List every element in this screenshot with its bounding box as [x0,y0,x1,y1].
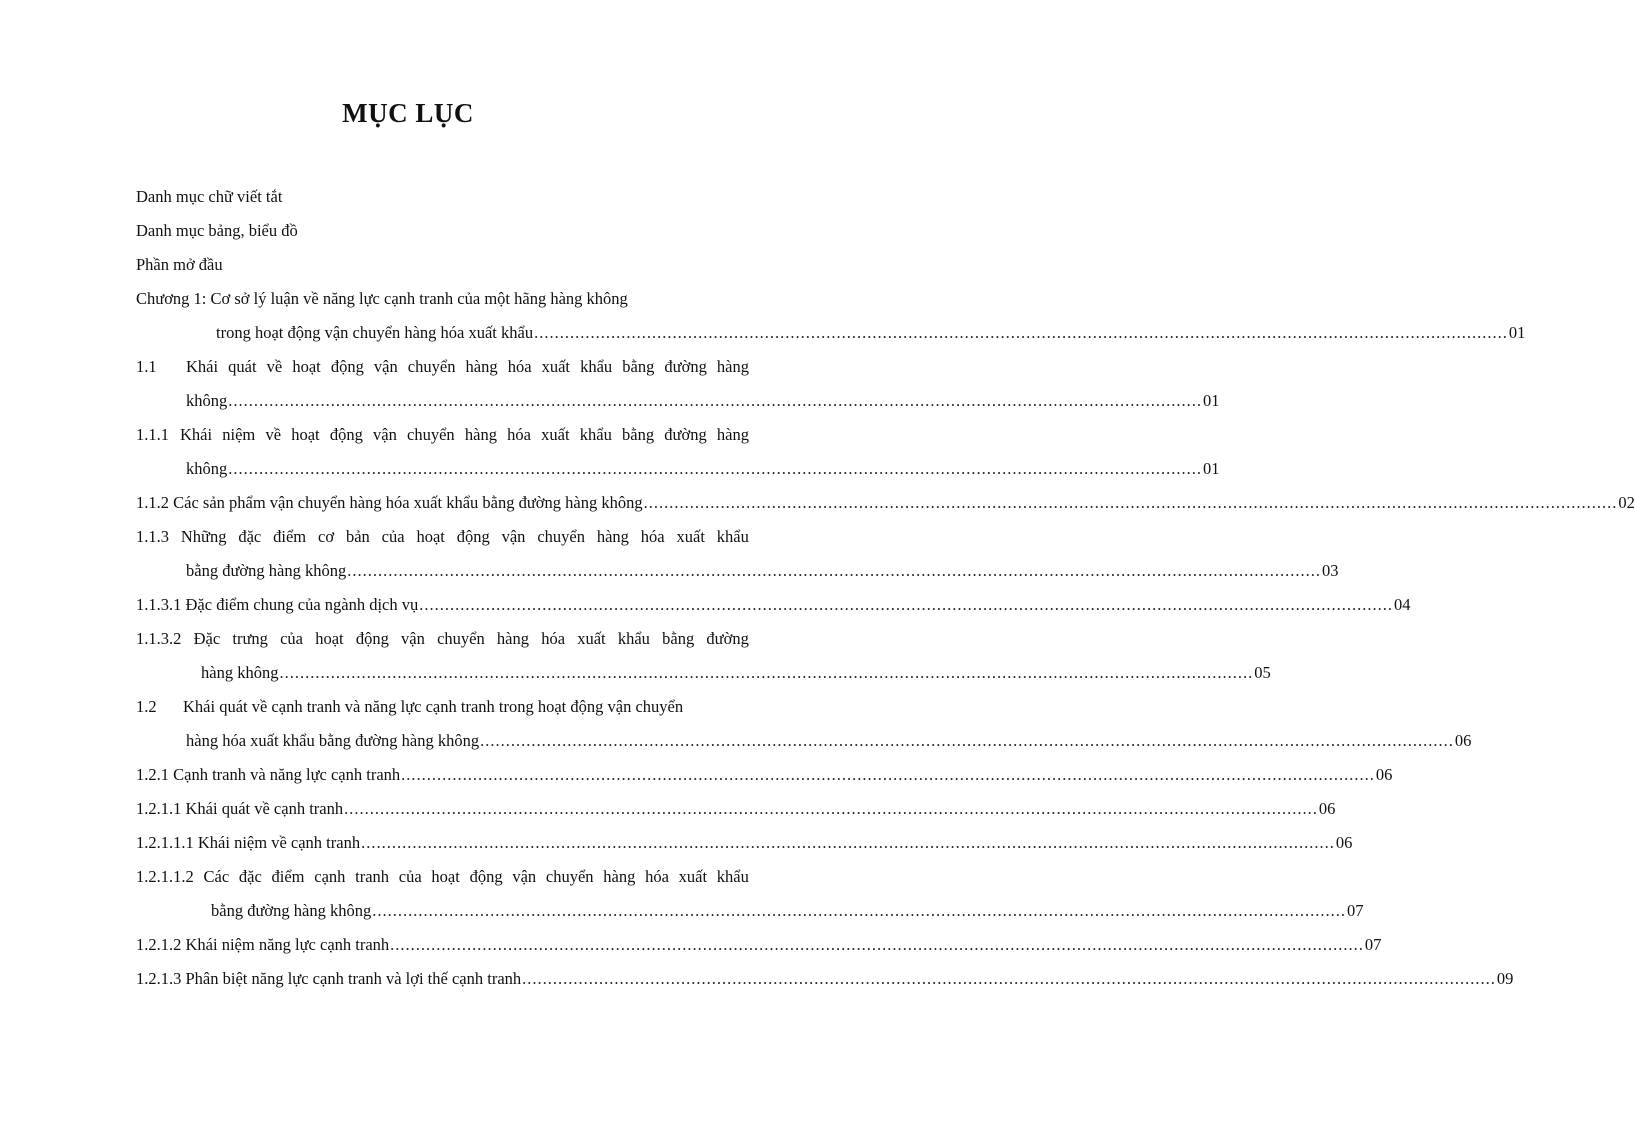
toc-heading-word: vận [501,527,526,546]
toc-page-number: 06 [1454,731,1472,750]
toc-leader-dots: .............................................................................................................................................................................................. [228,459,1202,478]
toc-page-number: 01 [1203,391,1220,410]
toc-heading-word: bản [345,527,370,546]
toc-entry-text: bằng đường hàng không [186,561,347,580]
toc-heading-word: hàng [596,527,629,546]
toc-entry-text: 1.2.1.1.1 Khái niệm về cạnh tranh [136,833,361,852]
toc-entry-1-1 [186,390,1220,412]
toc-heading-word: xuất [676,527,705,546]
toc-heading-word: cơ [318,527,335,546]
toc-heading-word: hàng [465,357,498,376]
toc-heading-word: động [469,867,503,886]
toc-page-number: 06 [1318,799,1336,818]
toc-page-number: 05 [1254,663,1271,682]
toc-heading-word: động [329,425,363,444]
toc-front-introduction: Phần mở đầu [136,255,223,274]
toc-heading-word: của [398,867,422,886]
toc-chapter-1-title: Chương 1: Cơ sở lý luận về năng lực cạnh tranh của một hãng hàng không [136,289,628,308]
toc-heading-word: cạnh [314,867,346,886]
toc-heading-word: xuất [541,425,570,444]
toc-entry-1-2-1-3 [136,968,1514,990]
toc-leader-dots: .............................................................................................................................................................................................. [372,901,1346,920]
toc-heading-word: Những [180,527,227,546]
toc-heading-word: vận [373,425,397,444]
toc-heading-word: Khái [180,425,213,444]
toc-entry-text: hàng hóa xuất khẩu bằng đường hàng không [186,731,480,750]
toc-entry-1-1-3 [186,560,1339,582]
toc-heading-word: bằng [622,425,655,444]
toc-heading-word: hàng [496,629,529,648]
toc-heading-word: 1.2.1.1.2 [136,867,194,886]
toc-page-number: 03 [1321,561,1339,580]
toc-heading-word: chuyển [537,527,585,546]
toc-heading-word: hóa [645,867,669,886]
toc-entry-text: không [186,459,228,478]
toc-leader-dots: .............................................................................................................................................................................................. [344,799,1318,818]
toc-heading-word: hàng [716,357,749,376]
toc-heading-word: đặc [238,527,262,546]
toc-entry-text: 1.2.1.1 Khái quát về cạnh tranh [136,799,344,818]
toc-page-number: 07 [1364,935,1382,954]
toc-entry-1-2-1-1-2 [211,900,1364,922]
toc-entry-1-2-1 [136,764,1393,786]
toc-heading-word: hoạt [416,527,445,546]
toc-heading-word: hóa [507,357,532,376]
toc-heading-word: vận [512,867,537,886]
page-title: MỤC LỤC [342,98,474,128]
toc-heading-word: động [355,629,389,648]
toc-page-number: 07 [1346,901,1364,920]
toc-heading-word: vận [401,629,425,648]
toc-page-number: 06 [1335,833,1353,852]
toc-heading-word: trưng [232,629,268,648]
toc-entry-1-1-1 [186,458,1220,480]
toc-entry-text: không [186,391,228,410]
toc-entry-text: 1.2.1.3 Phân biệt năng lực cạnh tranh và lợi thế cạnh tranh [136,969,522,988]
toc-heading-word: niệm [222,425,256,444]
toc-heading-word: đường [664,357,707,376]
toc-front-abbreviations: Danh mục chữ viết tắt [136,187,283,206]
toc-heading-word: quát [228,357,257,376]
toc-entry-1-2-1-1 [136,798,1336,820]
toc-heading-1-2: Khái quát về cạnh tranh và năng lực cạnh tranh trong hoạt động vận chuyển [183,697,684,716]
toc-entry-1-1-3-1 [136,594,1411,616]
toc-heading-word: điểm [271,867,305,886]
toc-heading-word: bằng [662,629,695,648]
toc-heading-word: khẩu [716,867,749,886]
toc-heading-word: chuyển [407,357,456,376]
toc-entry-1-1-3-2 [201,662,1271,684]
toc-heading-word: hoạt [292,357,321,376]
toc-number-1-1-1: 1.1.1 [136,425,169,444]
toc-entry-text: trong hoạt động vận chuyển hàng hóa xuất khẩu [216,323,534,342]
toc-heading-word: hoạt [315,629,344,648]
toc-entry-chapter-1 [216,322,1526,344]
toc-entry-1-2 [186,730,1472,752]
toc-heading-word: tranh [355,867,390,886]
toc-page-number: 02 [1618,493,1635,512]
toc-number-1-2: 1.2 [136,697,157,716]
toc-heading-word: 1.1.3.2 [136,629,182,648]
toc-entry-1-2-1-2 [136,934,1382,956]
toc-heading-word: của [280,629,303,648]
toc-leader-dots: .............................................................................................................................................................................................. [480,731,1454,750]
toc-entry-text: 1.2.1.2 Khái niệm năng lực cạnh tranh [136,935,390,954]
toc-entry-text: 1.1.2 Các sản phẩm vận chuyển hàng hóa xuất khẩu bằng đường hàng không [136,493,643,512]
toc-heading-1-2-1-1-2 [136,866,749,888]
toc-heading-word: hàng [716,425,749,444]
toc-heading-word: về [265,425,282,444]
toc-heading-word: hoạt [291,425,320,444]
toc-heading-word: Các [203,867,230,886]
toc-leader-dots: .............................................................................................................................................................................................. [401,765,1375,784]
toc-leader-dots: .............................................................................................................................................................................................. [228,391,1202,410]
toc-heading-word: xuất [541,357,571,376]
toc-heading-word: hóa [507,425,531,444]
toc-heading-word: hàng [464,425,497,444]
toc-leader-dots: .............................................................................................................................................................................................. [347,561,1321,580]
toc-heading-word: chuyển [407,425,455,444]
toc-entry-1-2-1-1-1 [136,832,1353,854]
toc-heading-word: khẩu [580,357,613,376]
toc-heading-word: xuất [678,867,708,886]
toc-heading-word: khẩu [716,527,749,546]
toc-heading-word: hóa [640,527,665,546]
toc-heading-1-1-1 [180,424,749,446]
toc-heading-word: đặc [238,867,262,886]
toc-leader-dots: .............................................................................................................................................................................................. [279,663,1254,682]
toc-entry-text: hàng không [201,663,279,682]
toc-entry-text: 1.1.3.1 Đặc điểm chung của ngành dịch vụ [136,595,419,614]
toc-heading-word: động [456,527,490,546]
toc-heading-word: vận [373,357,398,376]
toc-heading-word: hoạt [431,867,460,886]
toc-heading-word: khẩu [617,629,650,648]
toc-heading-word: động [330,357,364,376]
toc-heading-word: đường [664,425,707,444]
toc-heading-1-1-3-2 [136,628,749,650]
toc-front-tables-charts: Danh mục bảng, biểu đồ [136,221,298,240]
toc-entry-1-1-2 [136,492,1635,514]
toc-leader-dots: .............................................................................................................................................................................................. [390,935,1364,954]
toc-number-1-1: 1.1 [136,357,157,376]
toc-page-number: 09 [1496,969,1514,988]
toc-heading-1-1 [186,356,749,378]
toc-heading-word: hóa [541,629,566,648]
toc-entry-text: bằng đường hàng không [211,901,372,920]
toc-heading-word: điểm [273,527,307,546]
toc-heading-word: hàng [603,867,636,886]
toc-leader-dots: .............................................................................................................................................................................................. [419,595,1394,614]
toc-page-number: 06 [1375,765,1393,784]
toc-heading-word: chuyển [545,867,594,886]
toc-heading-1-1-3 [136,526,749,548]
toc-heading-word: 1.1.3 [136,527,169,546]
toc-heading-word: của [381,527,405,546]
toc-page-number: 04 [1394,595,1411,614]
toc-heading-word: bằng [622,357,655,376]
toc-heading-word: Đặc [193,629,221,648]
toc-heading-word: về [266,357,283,376]
toc-leader-dots: .............................................................................................................................................................................................. [643,493,1618,512]
toc-heading-word: khẩu [579,425,612,444]
toc-leader-dots: .............................................................................................................................................................................................. [361,833,1335,852]
toc-entry-text: 1.2.1 Cạnh tranh và năng lực cạnh tranh [136,765,401,784]
toc-page-number: 01 [1508,323,1526,342]
toc-page-number: 01 [1203,459,1220,478]
toc-leader-dots: .............................................................................................................................................................................................. [522,969,1496,988]
toc-leader-dots: .............................................................................................................................................................................................. [534,323,1508,342]
toc-heading-word: xuất [577,629,606,648]
toc-heading-word: đường [706,629,749,648]
toc-heading-word: Khái [186,357,219,376]
toc-heading-word: chuyển [437,629,485,648]
